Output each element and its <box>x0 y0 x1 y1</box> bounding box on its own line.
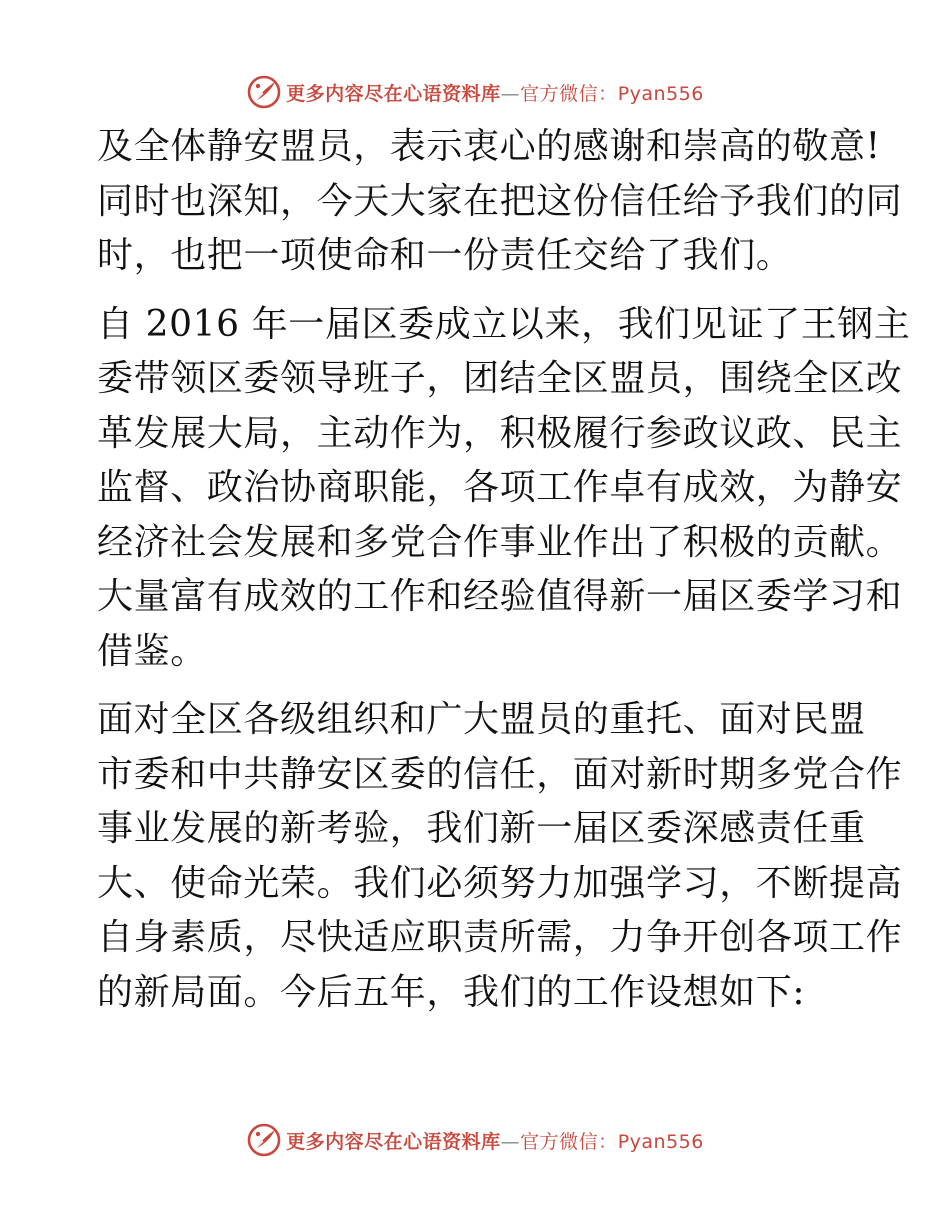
text-line: 革发展大局，主动作为，积极履行参政议政、民主 <box>97 412 903 454</box>
text-line: 及全体静安盟员，表示衷心的感谢和崇高的敬意! <box>97 126 881 167</box>
document-body <box>97 120 911 1020</box>
text-line: 自身素质，尽快适应职责所需，力争开创各项工作 <box>97 917 903 958</box>
watermark-text <box>286 1127 704 1154</box>
watermark-separator: — <box>500 1130 521 1153</box>
quill-logo-icon <box>246 74 282 110</box>
text-line: 监督、政治协商职能，各项工作卓有成效，为静安 <box>97 467 903 508</box>
watermark-official: 官方微信： <box>520 82 618 105</box>
paragraph-3 <box>97 693 903 1020</box>
text-line: 的新局面。今后五年，我们的工作设想如下: <box>97 971 806 1013</box>
text-line: 面对全区各级组织和广大盟员的重托、面对民盟 <box>97 699 866 740</box>
watermark-id: Pyan556 <box>617 1130 704 1153</box>
watermark-brand: 更多内容尽在心语资料库 <box>286 1130 501 1153</box>
text-line: 大量富有成效的工作和经验值得新一届区委学习和 <box>97 576 903 617</box>
text-line: 市委和中共静安区委的信任，面对新时期多党合作 <box>97 753 903 795</box>
text-line: 借鉴。 <box>97 630 207 672</box>
watermark-official: 官方微信： <box>520 1130 618 1153</box>
text-line: 自 2016 年一届区委成立以来，我们见证了王钢主 <box>97 303 911 345</box>
watermark-text <box>286 79 704 106</box>
watermark-separator: — <box>500 82 521 105</box>
paragraph-2 <box>97 298 911 680</box>
text-line: 委带领区委领导班子，团结全区盟员，围绕全区改 <box>97 358 903 399</box>
text-line: 大、使命光荣。我们必须努力加强学习，不断提高 <box>97 862 903 904</box>
text-line: 同时也深知，今天大家在把这份信任给予我们的同 <box>97 180 903 222</box>
paragraph-1 <box>97 120 903 284</box>
text-line: 事业发展的新考验，我们新一届区委深感责任重 <box>97 808 866 849</box>
text-line: 时，也把一项使命和一份责任交给了我们。 <box>97 235 793 276</box>
watermark-id: Pyan556 <box>617 82 704 105</box>
quill-logo-icon <box>246 1122 282 1158</box>
text-line: 经济社会发展和多党合作事业作出了积极的贡献。 <box>97 521 903 563</box>
footer-watermark <box>0 1120 950 1160</box>
watermark-brand: 更多内容尽在心语资料库 <box>286 82 501 105</box>
header-watermark <box>0 72 950 112</box>
